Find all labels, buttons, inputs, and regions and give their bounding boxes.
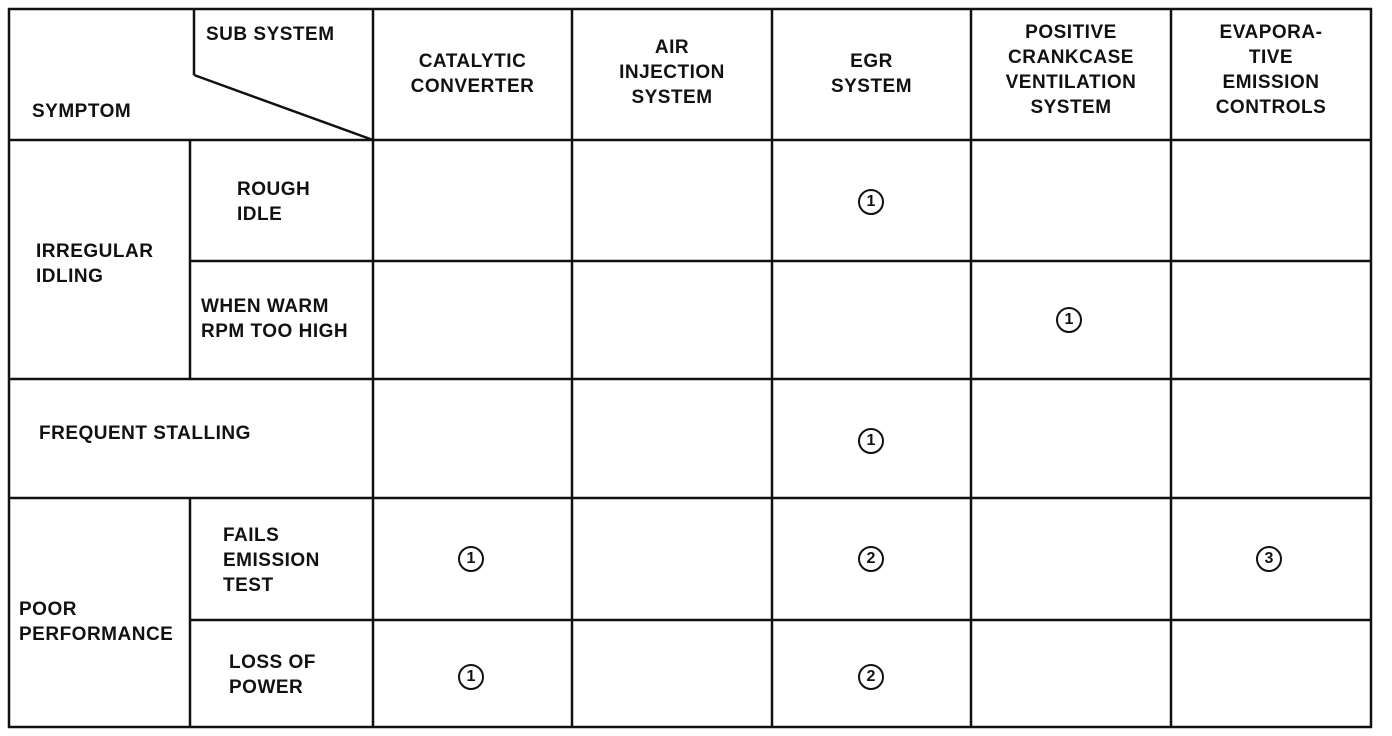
column-header-air-injection: AIR INJECTION SYSTEM <box>619 37 725 108</box>
group-label-irregular-idling: IRREGULAR IDLING <box>36 241 154 287</box>
priority-mark-loss-power-catalytic: 1 <box>458 664 484 690</box>
priority-mark-fails-emission-evaporative: 3 <box>1256 546 1282 572</box>
symptom-label-warm-rpm-too-high: WHEN WARM RPM TOO HIGH <box>201 296 349 342</box>
column-header-evaporative-emission: EVAPORA- TIVE EMISSION CONTROLS <box>1215 22 1327 118</box>
group-label-poor-performance: POOR PERFORMANCE <box>19 599 174 645</box>
priority-mark-fails-emission-catalytic: 1 <box>458 546 484 572</box>
priority-mark-rough-idle-egr: 1 <box>858 189 884 215</box>
column-header-catalytic-converter: CATALYTIC CONVERTER <box>410 51 535 97</box>
subsystem-header-label: SUB SYSTEM <box>206 24 335 45</box>
symptom-label-fails-emission-test: FAILS EMISSION TEST <box>223 525 320 596</box>
column-header-pcv-system: POSITIVE CRANKCASE VENTILATION SYSTEM <box>1005 22 1137 118</box>
priority-mark-loss-power-egr: 2 <box>858 664 884 690</box>
symptom-label-loss-of-power: LOSS OF POWER <box>229 652 316 698</box>
priority-mark-fails-emission-egr: 2 <box>858 546 884 572</box>
column-header-egr-system: EGR SYSTEM <box>830 51 913 97</box>
group-label-frequent-stalling: FREQUENT STALLING <box>39 423 251 444</box>
priority-mark-stalling-egr: 1 <box>858 428 884 454</box>
symptom-label-rough-idle: ROUGH IDLE <box>237 179 311 225</box>
priority-mark-warm-rpm-pcv: 1 <box>1056 307 1082 333</box>
symptom-header-label: SYMPTOM <box>32 101 132 122</box>
